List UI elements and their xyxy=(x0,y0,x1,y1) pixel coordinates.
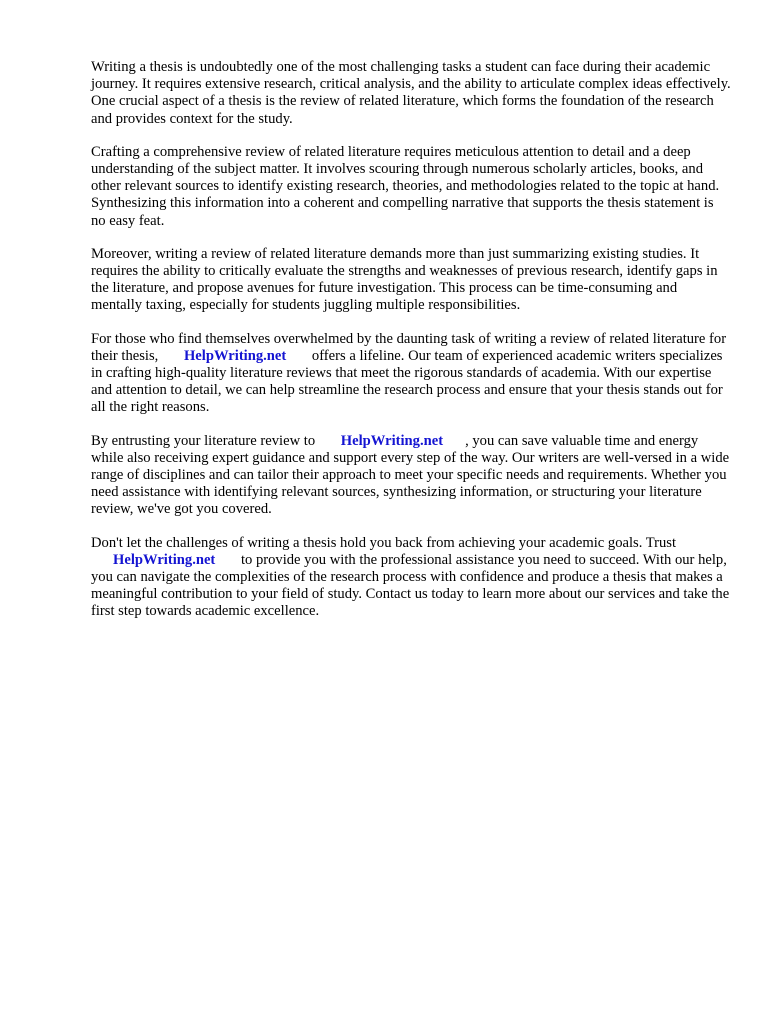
document-body xyxy=(91,59,731,637)
paragraph-closing xyxy=(91,535,731,621)
helpwriting-link[interactable]: HelpWriting.net xyxy=(113,551,216,568)
helpwriting-link[interactable]: HelpWriting.net xyxy=(340,432,444,449)
paragraph-moreover-text: Moreover, writing a review of related literature demands more than just summarizing existing studies. It requires the ability to critically evaluate the strengths and weaknesses of previous research, identify gaps in the literature, and propose avenues for future investigation. This process can be time-consuming and mentally taxing, especially for students juggling multiple responsibilities. xyxy=(91,245,718,314)
helpwriting-link[interactable]: HelpWriting.net xyxy=(183,347,287,364)
paragraph-entrusting-text-after: , you can save valuable time and energy while also receiving expert guidance and support every step of the way. Our writers are well-versed in a wide range of disciplines and can tailor their approach to meet your specific needs and requirements. Whether you need assistance with identifying relevant sources, synthesizing information, or structuring your literature review, we've got you covered. xyxy=(91,432,730,518)
paragraph-overwhelmed xyxy=(91,331,731,417)
paragraph-overwhelmed-text-after: offers a lifeline. Our team of experienced academic writers specializes in crafting high-quality literature reviews that meet the rigorous standards of academia. With our expertise and attention to detail, we can help streamline the research process and ensure that your thesis stands out for all the right reasons. xyxy=(91,347,723,416)
paragraph-entrusting xyxy=(91,433,731,519)
paragraph-overwhelmed-text-before: For those who find themselves overwhelmed by the daunting task of writing a review of related literature for their thesis, xyxy=(91,330,727,364)
paragraph-closing-text-after: to provide you with the professional assistance you need to succeed. With our help, you can navigate the complexities of the research process with confidence and produce a thesis that makes a meaningful contribution to your field of study. Contact us today to learn more about our services and take the first step towards academic excellence. xyxy=(91,551,730,620)
paragraph-moreover xyxy=(91,246,731,315)
paragraph-crafting xyxy=(91,144,731,230)
paragraph-intro-text: Writing a thesis is undoubtedly one of the most challenging tasks a student can face during their academic journey. It requires extensive research, critical analysis, and the ability to articulate complex ideas effectively. One crucial aspect of a thesis is the review of related literature, which forms the foundation of the research and provides context for the study. xyxy=(91,59,731,127)
paragraph-crafting-text: Crafting a comprehensive review of related literature requires meticulous attention to detail and a deep understanding of the subject matter. It involves scouring through numerous scholarly articles, books, and other relevant sources to identify existing research, theories, and methodologies related to the topic at hand. Synthesizing this information into a coherent and compelling narrative that supports the thesis statement is no easy feat. xyxy=(91,143,720,229)
paragraph-closing-text-before: Don't let the challenges of writing a thesis hold you back from achieving your academic goals. Trust xyxy=(91,534,677,551)
paragraph-intro xyxy=(91,59,731,128)
paragraph-entrusting-text-before: By entrusting your literature review to xyxy=(91,432,316,449)
